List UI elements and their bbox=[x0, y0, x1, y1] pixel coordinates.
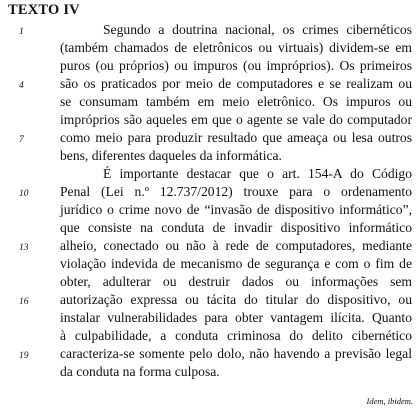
text-line: que consiste na conduta de invadir dispositivo informático bbox=[60, 220, 412, 235]
text-line: obter, adulterar ou destruir dados ou informações sem bbox=[60, 274, 412, 289]
line-number: 16 bbox=[19, 297, 29, 307]
line-number: 13 bbox=[19, 243, 29, 253]
text-line: da conduta na forma culposa. bbox=[60, 364, 220, 379]
line-number: 1 bbox=[19, 27, 24, 37]
text-title: TEXTO IV bbox=[8, 2, 80, 18]
text-line: Segundo a doutrina nacional, os crimes cibernéticos bbox=[103, 22, 412, 37]
line-number: 4 bbox=[19, 81, 24, 91]
text-line: instalar vulnerabilidades para obter vantagem ilícita. Quanto bbox=[60, 310, 412, 325]
line-number: 19 bbox=[19, 351, 29, 361]
line-number: 7 bbox=[19, 135, 24, 145]
text-line: caracteriza-se somente pelo dolo, não havendo a previsão legal bbox=[60, 346, 412, 361]
source-citation: Idem, ibidem. bbox=[366, 396, 413, 406]
text-line: se consumam também em meio eletrônico. Os impuros ou bbox=[60, 94, 412, 109]
text-line: Penal (Lei n.º 12.737/2012) trouxe para o ordenamento bbox=[60, 184, 412, 199]
text-line: como meio para produzir resultado que ameaça ou lesa outros bbox=[60, 130, 412, 145]
text-line: impróprios são aqueles em que o agente se vale do computador bbox=[60, 112, 412, 127]
text-line: são os praticados por meio de computadores e se realizam ou bbox=[60, 76, 412, 91]
line-number: 10 bbox=[19, 189, 29, 199]
text-line: puros (ou próprios) ou impuros (ou impróprios). Os primeiros bbox=[60, 58, 412, 73]
text-line: jurídico o crime novo de “invasão de dispositivo informático”, bbox=[60, 202, 412, 217]
text-line: bens, diferentes daqueles da informática. bbox=[60, 148, 282, 163]
text-line: (também chamados de eletrônicos ou virtuais) dividem-se em bbox=[60, 40, 412, 55]
text-line: à culpabilidade, a conduta criminosa do delito cibernético bbox=[60, 328, 412, 343]
text-line: violação indevida de mecanismo de segurança e com o fim de bbox=[60, 256, 412, 271]
text-line: autorização expressa ou tácita do titular do dispositivo, ou bbox=[60, 292, 412, 307]
text-line: alheio, conectado ou não à rede de computadores, mediante bbox=[60, 238, 412, 253]
text-line: É importante destacar que o art. 154-A do Código bbox=[103, 166, 412, 181]
